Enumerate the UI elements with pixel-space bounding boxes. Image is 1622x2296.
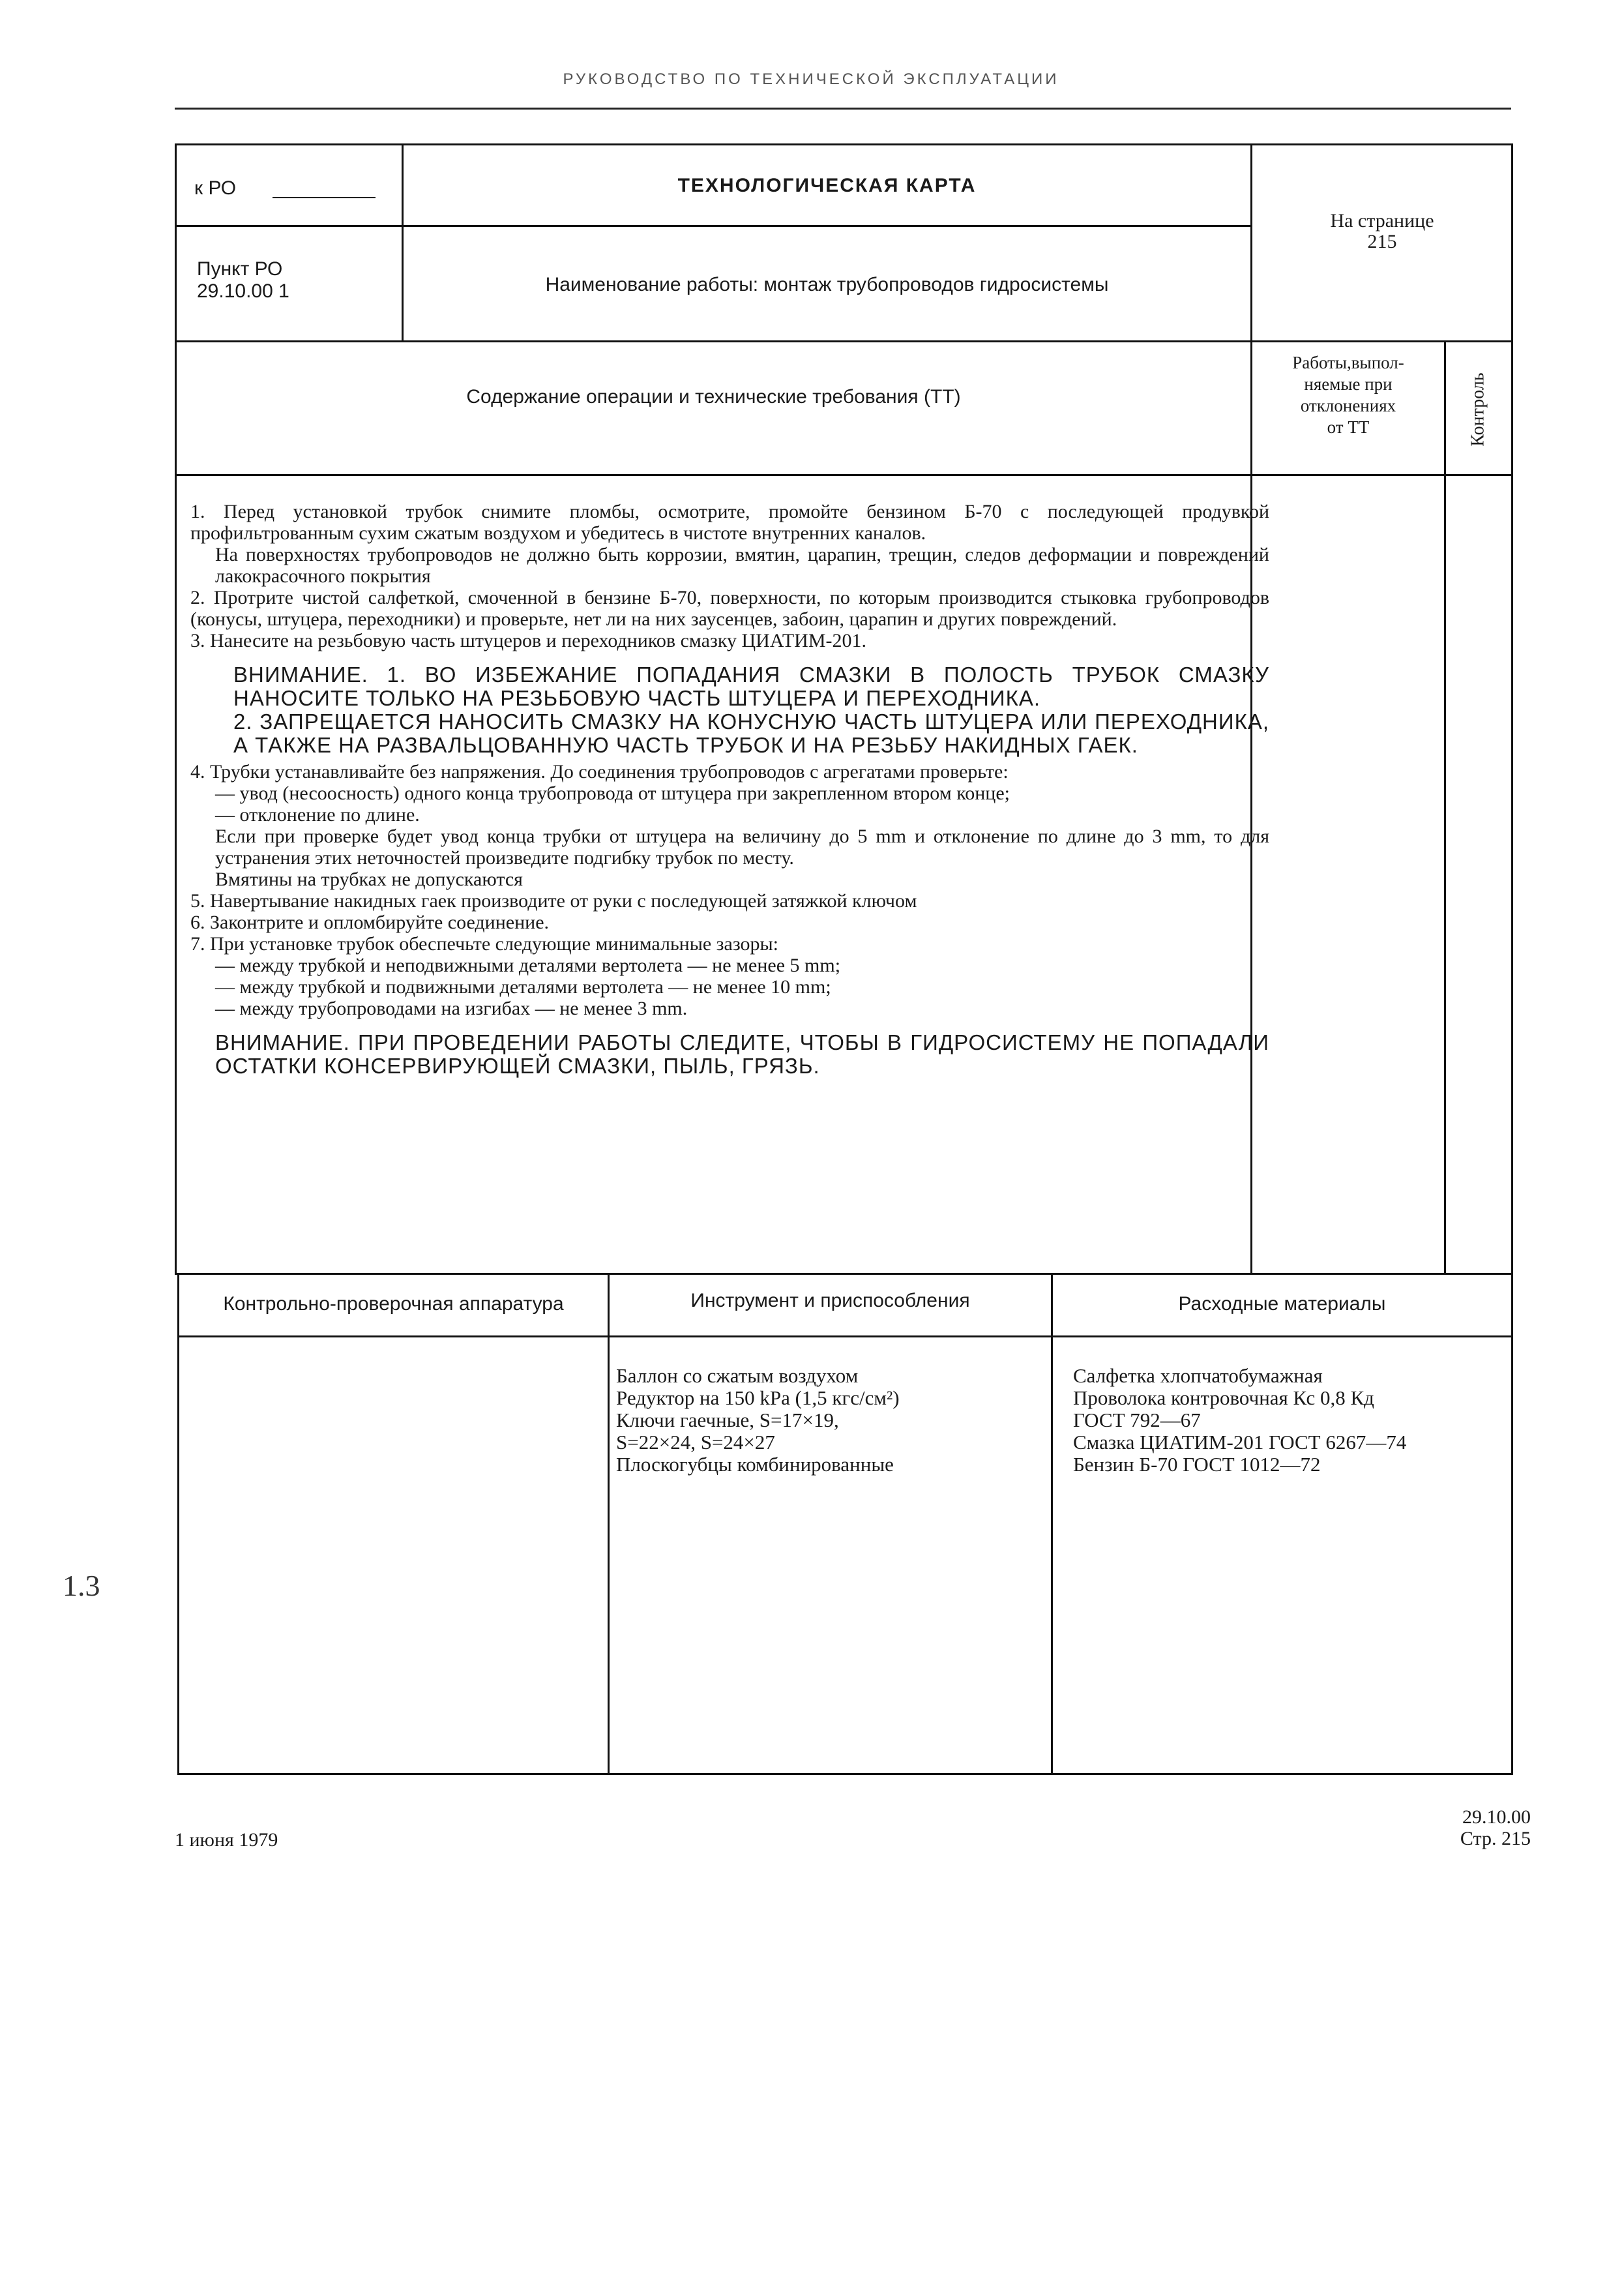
step-5: 5. Навертывание накидных гаек производите от руки с последующей затяжкой ключом bbox=[190, 890, 917, 912]
materials-list bbox=[1073, 1365, 1406, 1476]
divider bbox=[175, 340, 1513, 342]
step-7-c: — между трубопроводами на изгибах — не менее 3 mm. bbox=[215, 998, 688, 1019]
step-4-c: Если при проверке будет увод конца трубки от штуцера на величину до 5 mm и отклонение по длине до 3 mm, то для устранения этих неточностей произведите подгибку трубок по месту. bbox=[215, 826, 1269, 869]
item-number: 29.10.00 1 bbox=[197, 280, 289, 302]
divider bbox=[402, 143, 404, 342]
list-item: S=22×24, S=24×27 bbox=[616, 1431, 775, 1454]
step-3: 3. Нанесите на резьбовую часть штуцеров и переходников смазку ЦИАТИМ-201. bbox=[190, 630, 867, 651]
list-item: Плоскогубцы комбинированные bbox=[616, 1453, 894, 1476]
step-2: 2. Протрите чистой салфеткой, смоченной в бензине Б-70, поверхности, по которым производится стыковка грубопроводов (конусы, штуцера, переходники) и проверьте, нет ли на них заусенцев, забоин, царапин и других повреждений. bbox=[190, 587, 1269, 630]
divider bbox=[175, 225, 1251, 227]
step-4-d: Вмятины на трубках не допускаются bbox=[215, 869, 523, 890]
step-6: 6. Законтрите и опломбируйте соединение. bbox=[190, 912, 550, 933]
deviation-column-header: Работы,выпол- няемые при отклонениях от ТТ bbox=[1292, 353, 1404, 437]
list-item: Смазка ЦИАТИМ-201 ГОСТ 6267—74 bbox=[1073, 1431, 1407, 1454]
divider bbox=[1444, 474, 1446, 1275]
footer-page: Стр. 215 bbox=[1460, 1828, 1531, 1849]
resources-table bbox=[177, 1273, 1513, 1775]
divider bbox=[1051, 1273, 1053, 1775]
step-7: 7. При установке трубок обеспечьте следующие минимальные зазоры: bbox=[190, 933, 779, 955]
control-column-header: Контроль bbox=[1468, 372, 1488, 447]
list-item: Салфетка хлопчатобумажная bbox=[1073, 1364, 1323, 1387]
ref-underline bbox=[273, 197, 376, 198]
item-label: Пункт РО bbox=[197, 258, 283, 280]
list-item: Проволока контровочная Кс 0,8 Кд bbox=[1073, 1386, 1374, 1409]
footer-date: 1 июня 1979 bbox=[175, 1829, 278, 1851]
step-4-b: — отклонение по длине. bbox=[215, 804, 420, 826]
running-header: РУКОВОДСТВО ПО ТЕХНИЧЕСКОЙ ЭКСПЛУАТАЦИИ bbox=[563, 70, 1059, 88]
list-item: Ключи гаечные, S=17×19, bbox=[616, 1409, 839, 1431]
warning-1: ВНИМАНИЕ. 1. ВО ИЗБЕЖАНИЕ ПОПАДАНИЯ СМАЗКИ В ПОЛОСТЬ ТРУБОК СМАЗКУ НАНОСИТЕ ТОЛЬКО НА РЕЗЬБОВУЮ ЧАСТЬ ШТУЦЕРА И ПЕРЕХОДНИКА. bbox=[233, 663, 1269, 710]
page-number: 215 bbox=[1367, 231, 1397, 252]
step-4-a: — увод (несоосность) одного конца трубопровода от штуцера при закрепленном втором конце; bbox=[215, 783, 1010, 804]
step-7-b: — между трубкой и подвижными деталями вертолета — не менее 10 mm; bbox=[215, 976, 831, 998]
step-1: 1. Перед установкой трубок снимите пломбы, осмотрите, промойте бензином Б-70 с последующей продувкой профильтрованным сухим сжатым воздухом и убедитесь в чистоте внутренних каналов. bbox=[190, 501, 1269, 544]
operation-content bbox=[190, 501, 1269, 1078]
step-4: 4. Трубки устанавливайте без напряжения. До соединения трубопроводов с агрегатами проверьте: bbox=[190, 761, 1009, 783]
tools-column-header: Инструмент и приспособления bbox=[690, 1290, 970, 1311]
equipment-column-header: Контрольно-проверочная аппаратура bbox=[223, 1293, 564, 1315]
step-1-note: На поверхностях трубопроводов не должно быть коррозии, вмятин, царапин, трещин, следов деформации и повреждений лакокрасочного покрытия bbox=[215, 544, 1269, 587]
list-item: Бензин Б-70 ГОСТ 1012—72 bbox=[1073, 1453, 1321, 1476]
warning-2: 2. ЗАПРЕЩАЕТСЯ НАНОСИТЬ СМАЗКУ НА КОНУСНУЮ ЧАСТЬ ШТУЦЕРА ИЛИ ПЕРЕХОДНИКА, А ТАКЖЕ НА РАЗВАЛЬЦОВАННУЮ ЧАСТЬ ТРУБОК И НА РЕЗЬБУ НАКИДНЫХ ГАЕК. bbox=[233, 709, 1269, 757]
materials-column-header: Расходные материалы bbox=[1178, 1293, 1386, 1315]
list-item: Редуктор на 150 kPa (1,5 кгс/см²) bbox=[616, 1386, 900, 1409]
header-rule bbox=[175, 108, 1511, 110]
step-7-a: — между трубкой и неподвижными деталями вертолета — не менее 5 mm; bbox=[215, 955, 841, 976]
divider bbox=[608, 1273, 610, 1775]
tools-list bbox=[616, 1365, 900, 1476]
ref-label: к РО bbox=[194, 177, 237, 199]
divider bbox=[177, 1335, 1513, 1337]
page-label: На странице bbox=[1330, 210, 1434, 231]
content-column-header: Содержание операции и технические требования (ТТ) bbox=[466, 386, 961, 408]
list-item: Баллон со сжатым воздухом bbox=[616, 1364, 859, 1387]
footer-doc-number: 29.10.00 bbox=[1462, 1806, 1531, 1828]
margin-mark: 1.3 bbox=[63, 1569, 100, 1602]
work-name: Наименование работы: монтаж трубопроводов гидросистемы bbox=[545, 274, 1109, 295]
warning-3: ВНИМАНИЕ. ПРИ ПРОВЕДЕНИИ РАБОТЫ СЛЕДИТЕ, ЧТОБЫ В ГИДРОСИСТЕМУ НЕ ПОПАДАЛИ ОСТАТКИ КОНСЕРВИРУЮЩЕЙ СМАЗКИ, ПЫЛЬ, ГРЯЗЬ. bbox=[215, 1030, 1269, 1078]
list-item: ГОСТ 792—67 bbox=[1073, 1409, 1201, 1431]
card-title: ТЕХНОЛОГИЧЕСКАЯ КАРТА bbox=[677, 175, 977, 196]
